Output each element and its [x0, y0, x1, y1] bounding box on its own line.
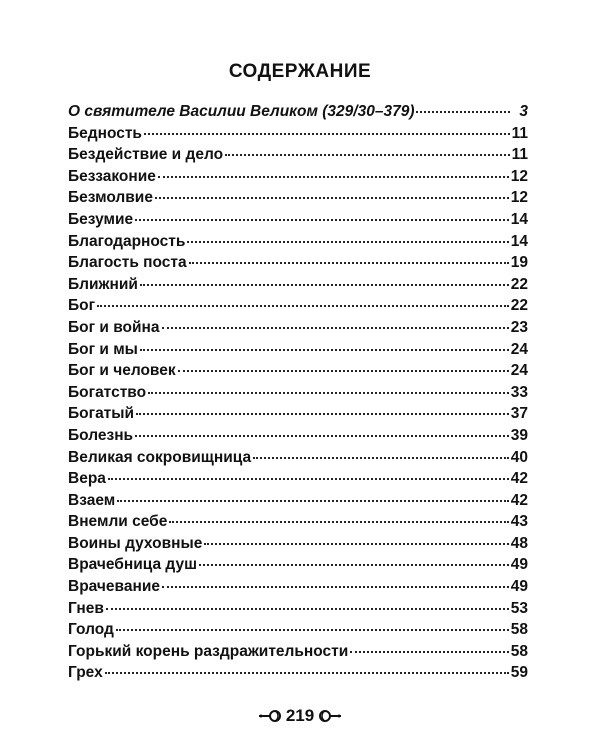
dot-leader [187, 241, 508, 243]
toc-entry-title: Врачебница душ [68, 556, 197, 574]
dot-leader [158, 176, 509, 178]
toc-entry [68, 449, 528, 471]
toc-entry-title: Безмолвие [68, 189, 153, 207]
dot-leader [225, 154, 510, 156]
dot-leader [135, 219, 509, 221]
toc-entry-page: 24 [510, 362, 528, 380]
toc-entry-title: Врачевание [68, 578, 160, 596]
dot-leader [148, 392, 509, 394]
toc-entry [68, 405, 528, 427]
dot-leader [136, 413, 509, 415]
toc-entry-page: 59 [510, 664, 528, 682]
toc-entry-title: Благодарность [68, 232, 186, 250]
page-title: СОДЕРЖАНИЕ [228, 61, 372, 82]
dot-leader [108, 478, 509, 480]
toc-entry-title: Воины духовные [68, 534, 203, 552]
dot-leader [97, 305, 509, 307]
toc-entry [68, 492, 528, 514]
dot-leader [178, 370, 509, 372]
toc-entry-title: Гнев [68, 599, 104, 617]
toc-entry [68, 664, 528, 686]
toc-entry-page: 14 [510, 210, 528, 228]
toc-entry-page: 49 [510, 556, 528, 574]
toc-entry [68, 341, 528, 363]
toc-entry-title: Болезнь [68, 426, 134, 444]
toc-entry-page: 39 [510, 426, 528, 444]
toc-entry [68, 297, 528, 319]
dot-leader [116, 629, 509, 631]
toc-entry-title: Взаем [68, 491, 116, 509]
toc-entry-page: 19 [510, 254, 528, 272]
left-flourish-icon [257, 708, 283, 724]
dot-leader [144, 133, 510, 135]
toc-entry-page: 14 [510, 232, 528, 250]
toc-entry [68, 211, 528, 233]
toc-entry-title: Ближний [68, 275, 138, 293]
toc-entry-title: Богатый [68, 405, 135, 423]
toc-entry-page: 48 [510, 534, 528, 552]
toc-entry-page: 11 [511, 146, 528, 164]
toc-entry-title: Бездействие и дело [68, 146, 224, 164]
toc-entry-page: 42 [510, 470, 528, 488]
toc-entry [68, 146, 528, 168]
toc-entry-title: Бог и война [68, 318, 160, 336]
table-of-contents [68, 103, 528, 686]
toc-entry-title: Вера [68, 470, 106, 488]
toc-entry-page: 33 [510, 383, 528, 401]
toc-entry-title: Бог и человек [68, 362, 176, 380]
toc-entry [68, 470, 528, 492]
toc-entry-page: 23 [510, 318, 528, 336]
toc-entry-page: 42 [510, 491, 528, 509]
toc-entry-title: Голод [68, 621, 114, 639]
toc-entry-title: Бог и мы [68, 340, 138, 358]
toc-entry-page: 12 [510, 167, 528, 185]
toc-entry-page: 11 [511, 124, 528, 142]
toc-entry-page: 58 [510, 621, 528, 639]
dot-leader [140, 284, 509, 286]
toc-entry-title: Грех [68, 664, 103, 682]
toc-entry-title: Великая сокровищница [68, 448, 252, 466]
toc-entry-page: 49 [510, 578, 528, 596]
toc-entry-title: Бог [68, 297, 96, 315]
toc-entry-page: 43 [510, 513, 528, 531]
toc-entry [68, 578, 528, 600]
toc-entry-page: 53 [510, 599, 528, 617]
dot-leader [199, 564, 509, 566]
toc-entry [68, 189, 528, 211]
toc-entry-page: 37 [510, 405, 528, 423]
toc-entry [68, 254, 528, 276]
toc-entry-page: 40 [510, 448, 528, 466]
toc-entry [68, 621, 528, 643]
toc-entry [68, 643, 528, 665]
toc-entry [68, 319, 528, 341]
toc-entry-page: 12 [510, 189, 528, 207]
dot-leader [105, 672, 509, 674]
toc-entry-title: О святителе Василии Великом (329/30–379) [68, 103, 415, 120]
toc-entry-title: Горький корень раздражительности [68, 642, 349, 660]
toc-entry [68, 384, 528, 406]
toc-entry [68, 233, 528, 255]
toc-entry-title: Беззаконие [68, 167, 156, 185]
toc-entry [68, 168, 528, 190]
toc-entry-title: Благость поста [68, 254, 187, 272]
dot-leader [416, 111, 510, 113]
toc-entry-title: Богатство [68, 383, 147, 401]
toc-entry-title: Внемли себе [68, 513, 168, 531]
toc-entry-title: Бедность [68, 124, 142, 142]
toc-entry [68, 600, 528, 622]
toc-entry-page: 24 [510, 340, 528, 358]
toc-entry [68, 427, 528, 449]
dot-leader [155, 197, 509, 199]
toc-entry [68, 276, 528, 298]
dot-leader [253, 457, 509, 459]
toc-entry [68, 556, 528, 578]
toc-entry [68, 125, 528, 147]
dot-leader [106, 608, 509, 610]
page-footer [0, 706, 600, 726]
toc-entry-title: Безумие [68, 210, 134, 228]
toc-entry [68, 362, 528, 384]
toc-entry-page: 22 [510, 297, 528, 315]
toc-entry-page: 3 [519, 103, 528, 120]
toc-entry [68, 513, 528, 535]
dot-leader [117, 500, 509, 502]
dot-leader [140, 349, 509, 351]
page-number: 219 [285, 706, 315, 725]
dot-leader [350, 651, 508, 653]
dot-leader [162, 327, 509, 329]
dot-leader [204, 543, 508, 545]
toc-entry-page: 22 [510, 275, 528, 293]
right-flourish-icon [317, 708, 343, 724]
toc-entry [68, 103, 528, 125]
dot-leader [135, 435, 509, 437]
dot-leader [162, 586, 509, 588]
toc-entry-page: 58 [510, 642, 528, 660]
dot-leader [169, 521, 508, 523]
dot-leader [189, 262, 509, 264]
toc-entry [68, 535, 528, 557]
